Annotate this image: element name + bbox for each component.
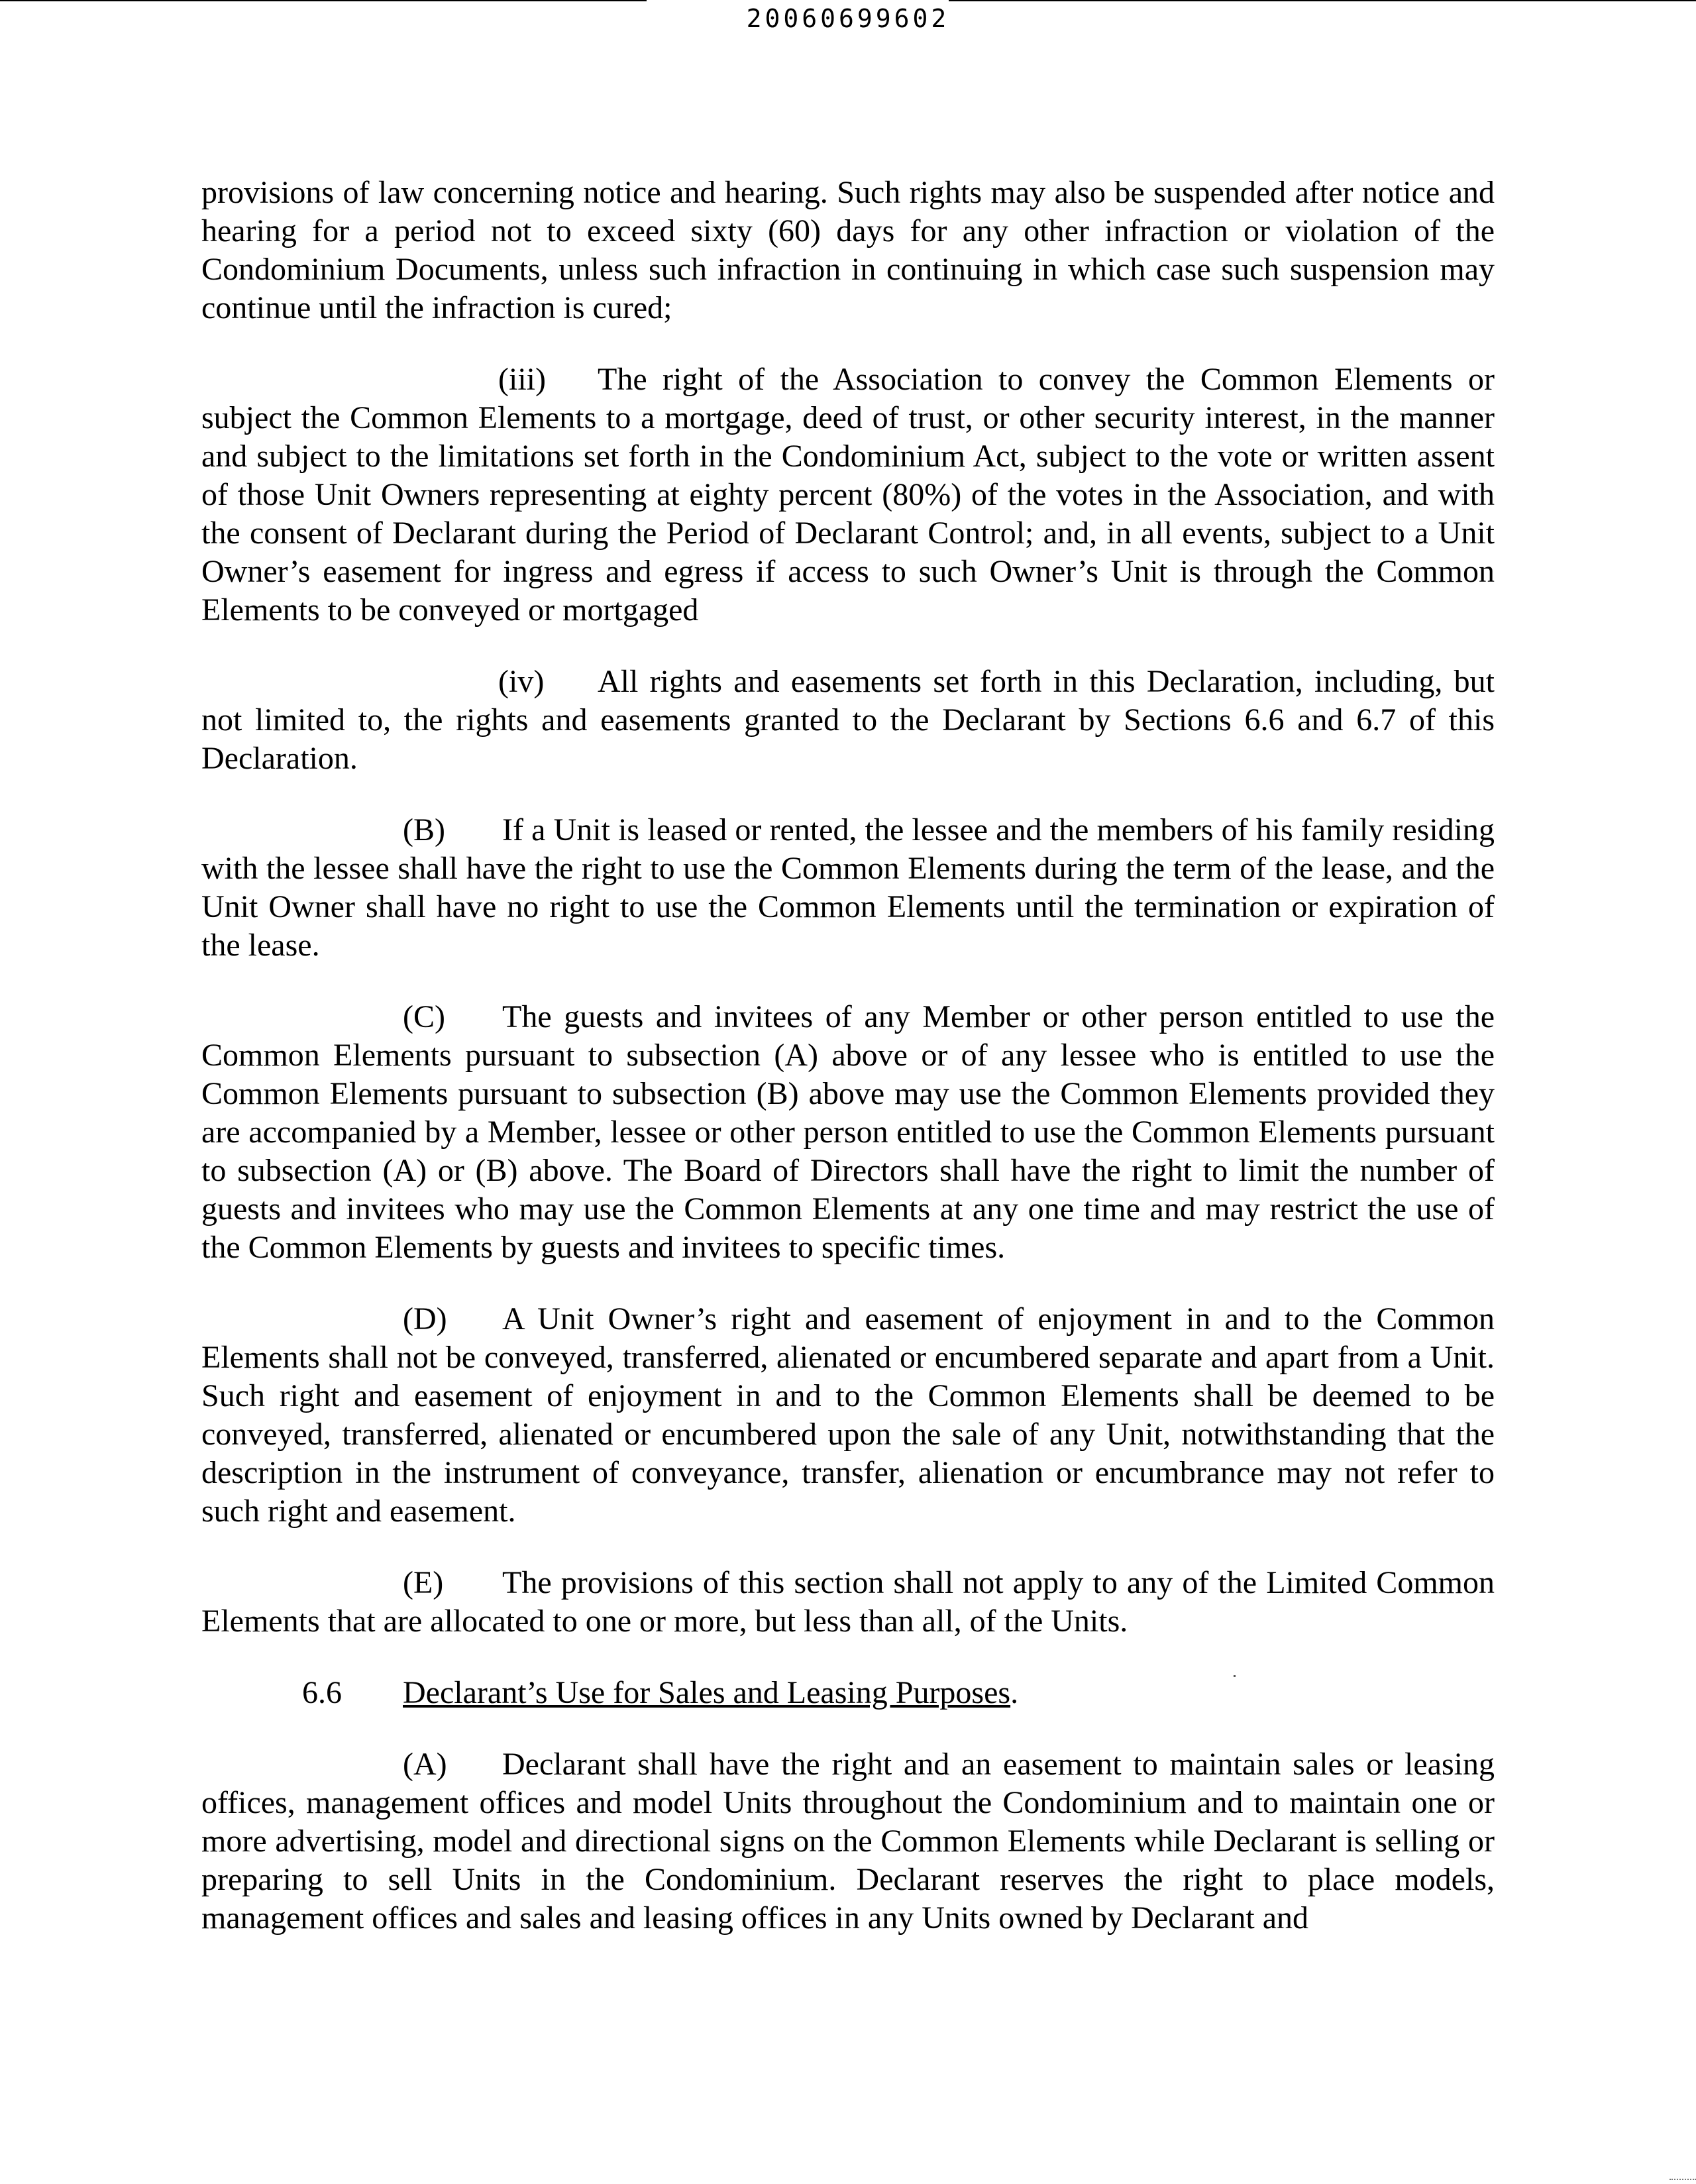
paragraph-label: (E) (403, 1565, 444, 1600)
document-number: 20060699602 (746, 4, 950, 33)
section-heading (201, 1674, 1495, 1712)
paragraph-a (201, 1745, 1495, 1938)
paragraph-e (201, 1564, 1495, 1641)
paragraph-text: A Unit Owner’s right and easement of enjoyment in and to the Common Elements shall not be conveyed, transferred, alienated or encumbered separate and apart from a Unit. Such right and easement of enjoyment in and to the Common Elements shall be deemed to be conveyed, transferred, alienated or encumbered upon the sale of any Unit, notwithstanding that the description in the instrument of conveyance, transfer, alienation or encumbrance may not refer to such right and easement. (201, 1301, 1495, 1529)
paragraph-iv (201, 663, 1495, 778)
section-title-period: . (1010, 1675, 1019, 1710)
paragraph-label: (D) (403, 1301, 447, 1337)
paragraph-text: The provisions of this section shall not apply to any of the Limited Common Elements that are allocated to one or more, but less than all, of the Units. (201, 1565, 1495, 1639)
scan-corner-mark (1670, 2179, 1696, 2184)
paragraph-label: (iii) (498, 362, 546, 397)
paragraph-continuation (201, 174, 1495, 327)
section-title: Declarant’s Use for Sales and Leasing Purposes (403, 1675, 1011, 1710)
paragraph-text: If a Unit is leased or rented, the lessee and the members of his family residing with the lessee shall have the right to use the Common Elements during the term of the lease, and the Unit Owner shall have no right to use the Common Elements until the termination or expiration of the lease. (201, 812, 1495, 963)
paragraph-text: The guests and invitees of any Member or other person entitled to use the Common Elements pursuant to subsection (A) above or of any lessee who is entitled to use the Common Elements pursuant to subsection (B) above may use the Common Elements provided they are accompanied by a Member, lessee or other person entitled to use the Common Elements pursuant to subsection (A) or (B) above. The Board of Directors shall have the right to limit the number of guests and invitees who may use the Common Elements at any one time and may restrict the use of the Common Elements by guests and invitees to specific times. (201, 999, 1495, 1265)
section-number: 6.6 (302, 1675, 342, 1710)
paragraph-label: (B) (403, 812, 445, 847)
top-border-right (949, 0, 1696, 1)
paragraph-label: (A) (403, 1747, 447, 1782)
top-border-left (0, 0, 647, 1)
document-body (201, 174, 1495, 1971)
paragraph-text: provisions of law concerning notice and hearing. Such rights may also be suspended after notice and hearing for a period not to exceed sixty (60) days for any other infraction or violation of the Condominium Documents, unless such infraction in continuing in which case such suspension may continue until the infraction is cured; (201, 175, 1495, 325)
paragraph-text: The right of the Association to convey the Common Elements or subject the Common Elements to a mortgage, deed of trust, or other security interest, in the manner and subject to the limitations set forth in the Condominium Act, subject to the vote or written assent of those Unit Owners representing at eighty percent (80%) of the votes in the Association, and with the consent of Declarant during the Period of Declarant Control; and, in all events, subject to a Unit Owner’s easement for ingress and egress if access to such Owner’s Unit is through the Common Elements to be conveyed or mortgaged (201, 362, 1495, 628)
paragraph-c (201, 998, 1495, 1267)
paragraph-text: Declarant shall have the right and an easement to maintain sales or leasing offices, management offices and model Units throughout the Condominium and to maintain one or more advertising, model and directional signs on the Common Elements while Declarant is selling or preparing to sell Units in the Condominium. Declarant reserves the right to place models, management offices and sales and leasing offices in any Units owned by Declarant and (201, 1747, 1495, 1936)
paragraph-b (201, 811, 1495, 965)
paragraph-text: All rights and easements set forth in this Declaration, including, but not limited to, the rights and easements granted to the Declarant by Sections 6.6 and 6.7 of this Declaration. (201, 664, 1495, 776)
paragraph-iii (201, 360, 1495, 629)
paragraph-label: (iv) (498, 664, 545, 699)
paragraph-d (201, 1300, 1495, 1531)
paragraph-label: (C) (403, 999, 445, 1034)
scan-speck (1234, 1675, 1236, 1677)
